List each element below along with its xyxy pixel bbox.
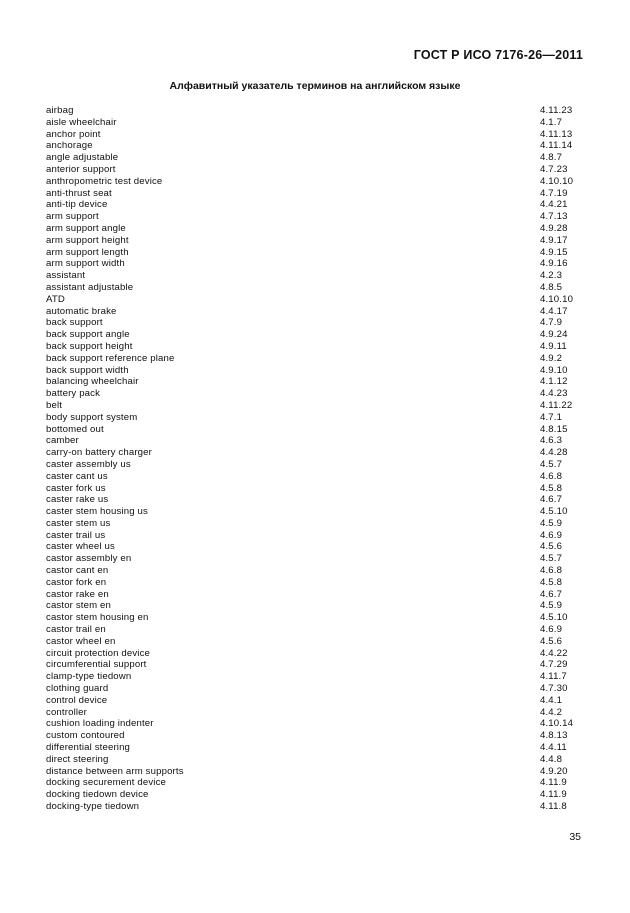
index-term: back support (46, 317, 103, 329)
index-entry (46, 129, 576, 141)
index-reference: 4.4.21 (540, 199, 568, 211)
index-entry (46, 117, 576, 129)
index-term: arm support height (46, 234, 129, 246)
index-entry (46, 412, 576, 424)
index-entry (46, 707, 576, 719)
index-entry (46, 789, 576, 801)
index-entry (46, 152, 576, 164)
index-term: control device (46, 694, 108, 706)
index-reference: 4.5.8 (540, 576, 563, 588)
index-term: docking securement device (46, 777, 167, 789)
index-reference: 4.11.9 (540, 789, 567, 801)
index-reference: 4.11.8 (540, 801, 567, 813)
index-entry (46, 742, 576, 754)
index-reference: 4.4.17 (540, 305, 568, 317)
index-reference: 4.6.3 (540, 435, 563, 447)
index-term: ATD (46, 293, 65, 305)
index-entry (46, 541, 576, 553)
index-term: docking-type tiedown (46, 801, 140, 813)
index-reference: 4.11.9 (540, 777, 567, 789)
index-term: arm support (46, 211, 99, 223)
index-reference: 4.5.9 (540, 600, 563, 612)
index-entry (46, 648, 576, 660)
index-entry (46, 600, 576, 612)
index-entry (46, 306, 576, 318)
index-reference: 4.4.1 (540, 694, 563, 706)
index-reference: 4.8.15 (540, 423, 568, 435)
index-entry (46, 494, 576, 506)
index-term: camber (46, 435, 79, 447)
index-entry (46, 671, 576, 683)
index-term: aisle wheelchair (46, 116, 117, 128)
index-entry (46, 164, 576, 176)
index-reference: 4.7.23 (540, 163, 568, 175)
index-term: castor stem housing en (46, 612, 149, 624)
index-term: castor fork en (46, 576, 107, 588)
index-term: clothing guard (46, 683, 109, 695)
index-reference: 4.9.17 (540, 234, 568, 246)
index-reference: 4.5.6 (540, 541, 563, 553)
index-entry (46, 294, 576, 306)
index-entry (46, 471, 576, 483)
index-reference: 4.8.13 (540, 730, 568, 742)
index-term: carry-on battery charger (46, 447, 152, 459)
index-reference: 4.2.3 (540, 270, 563, 282)
index-reference: 4.4.28 (540, 447, 568, 459)
index-term: arm support length (46, 246, 129, 258)
index-entry (46, 553, 576, 565)
index-term: custom contoured (46, 730, 125, 742)
index-reference: 4.9.28 (540, 222, 568, 234)
index-reference: 4.7.19 (540, 187, 568, 199)
index-reference: 4.6.9 (540, 624, 563, 636)
index-entry (46, 530, 576, 542)
index-term: arm support angle (46, 222, 126, 234)
index-entry (46, 140, 576, 152)
index-entry (46, 376, 576, 388)
index-entry (46, 282, 576, 294)
index-entry (46, 400, 576, 412)
index-term: castor assembly en (46, 553, 132, 565)
index-term: anchor point (46, 128, 101, 140)
index-entry (46, 695, 576, 707)
index-reference: 4.4.22 (540, 647, 568, 659)
index-title: Алфавитный указатель терминов на английском языке (169, 80, 461, 92)
index-entry (46, 247, 576, 259)
index-entry (46, 188, 576, 200)
index-reference: 4.6.9 (540, 529, 563, 541)
page-number: 35 (569, 831, 581, 843)
index-entry (46, 589, 576, 601)
index-term: balancing wheelchair (46, 376, 139, 388)
index-entry (46, 223, 576, 235)
index-term: anthropometric test device (46, 175, 163, 187)
index-reference: 4.1.7 (540, 116, 563, 128)
index-term: caster cant us (46, 470, 108, 482)
index-term: castor wheel en (46, 635, 116, 647)
index-term: caster trail us (46, 529, 106, 541)
index-reference: 4.11.22 (540, 399, 573, 411)
index-entry (46, 435, 576, 447)
index-entry (46, 565, 576, 577)
index-reference: 4.10.10 (540, 175, 574, 187)
index-entry (46, 258, 576, 270)
index-reference: 4.8.7 (540, 152, 563, 164)
index-term: bottomed out (46, 423, 104, 435)
index-entry (46, 365, 576, 377)
index-term: automatic brake (46, 305, 117, 317)
index-term: caster wheel us (46, 541, 115, 553)
index-reference: 4.11.23 (540, 105, 573, 116)
index-reference: 4.8.5 (540, 281, 563, 293)
index-term: anti-tip device (46, 199, 108, 211)
index-term: circumferential support (46, 659, 147, 671)
index-term: direct steering (46, 753, 109, 765)
index-term: docking tiedown device (46, 789, 149, 801)
index-entry (46, 801, 576, 813)
index-reference: 4.5.10 (540, 506, 568, 518)
index-entry (46, 518, 576, 530)
index-term: castor trail en (46, 624, 106, 636)
index-reference: 4.10.10 (540, 293, 574, 305)
index-reference: 4.5.8 (540, 482, 563, 494)
index-reference: 4.9.2 (540, 352, 563, 364)
index-term: airbag (46, 105, 74, 116)
index-term: back support reference plane (46, 352, 175, 364)
index-reference: 4.4.23 (540, 388, 568, 400)
index-term: anchorage (46, 140, 93, 152)
index-term: body support system (46, 411, 138, 423)
index-reference: 4.6.8 (540, 470, 563, 482)
index-reference: 4.9.16 (540, 258, 568, 270)
index-entry (46, 341, 576, 353)
index-entry (46, 777, 576, 789)
index-reference: 4.6.7 (540, 588, 563, 600)
index-reference: 4.9.24 (540, 329, 568, 341)
index-entry (46, 506, 576, 518)
index-term: distance between arm supports (46, 765, 184, 777)
index-entry (46, 766, 576, 778)
index-reference: 4.7.13 (540, 211, 568, 223)
index-reference: 4.9.11 (540, 340, 567, 352)
index-term: caster rake us (46, 494, 109, 506)
index-term: back support angle (46, 329, 130, 341)
index-entry (46, 105, 576, 117)
index-term: belt (46, 399, 63, 411)
index-entry (46, 317, 576, 329)
index-reference: 4.5.10 (540, 612, 568, 624)
index-reference: 4.9.20 (540, 765, 568, 777)
index-term: anterior support (46, 163, 116, 175)
index-term: assistant (46, 270, 86, 282)
index-entry (46, 459, 576, 471)
index-reference: 4.4.2 (540, 706, 563, 718)
index-reference: 4.9.15 (540, 246, 568, 258)
index-term: back support height (46, 340, 133, 352)
index-term: controller (46, 706, 87, 718)
index-term: caster stem housing us (46, 506, 148, 518)
index-list (46, 105, 576, 813)
index-entry (46, 659, 576, 671)
index-entry (46, 199, 576, 211)
index-entry (46, 624, 576, 636)
index-reference: 4.4.8 (540, 753, 563, 765)
index-term: angle adjustable (46, 152, 119, 164)
index-entry (46, 270, 576, 282)
index-reference: 4.5.6 (540, 635, 563, 647)
index-entry (46, 235, 576, 247)
index-term: circuit protection device (46, 647, 150, 659)
index-entry (46, 211, 576, 223)
index-entry (46, 636, 576, 648)
index-term: back support width (46, 364, 129, 376)
index-entry (46, 483, 576, 495)
index-reference: 4.11.13 (540, 128, 573, 140)
index-reference: 4.11.7 (540, 671, 567, 683)
index-term: differential steering (46, 742, 131, 754)
index-entry (46, 176, 576, 188)
index-entry (46, 424, 576, 436)
index-term: caster assembly us (46, 458, 131, 470)
index-reference: 4.5.9 (540, 517, 563, 529)
index-reference: 4.6.8 (540, 565, 563, 577)
index-reference: 4.7.1 (540, 411, 563, 423)
index-reference: 4.7.9 (540, 317, 563, 329)
index-entry (46, 447, 576, 459)
document-code: ГОСТ Р ИСО 7176-26—2011 (413, 48, 583, 62)
index-reference: 4.10.14 (540, 718, 574, 730)
index-entry (46, 718, 576, 730)
index-entry (46, 730, 576, 742)
index-term: castor stem en (46, 600, 112, 612)
index-term: clamp-type tiedown (46, 671, 132, 683)
index-reference: 4.11.14 (540, 140, 573, 152)
index-reference: 4.5.7 (540, 458, 563, 470)
index-reference: 4.5.7 (540, 553, 563, 565)
index-entry (46, 353, 576, 365)
index-entry (46, 329, 576, 341)
index-term: cushion loading indenter (46, 718, 154, 730)
index-term: castor rake en (46, 588, 109, 600)
index-reference: 4.7.30 (540, 683, 568, 695)
index-term: battery pack (46, 388, 101, 400)
index-entry (46, 754, 576, 766)
index-term: caster stem us (46, 517, 111, 529)
index-reference: 4.9.10 (540, 364, 568, 376)
index-entry (46, 388, 576, 400)
index-term: caster fork us (46, 482, 106, 494)
index-term: anti-thrust seat (46, 187, 112, 199)
index-term: assistant adjustable (46, 281, 134, 293)
index-term: arm support width (46, 258, 125, 270)
index-reference: 4.1.12 (540, 376, 568, 388)
index-entry (46, 612, 576, 624)
index-entry (46, 577, 576, 589)
index-entry (46, 683, 576, 695)
index-reference: 4.7.29 (540, 659, 568, 671)
index-reference: 4.4.11 (540, 742, 567, 754)
index-term: castor cant en (46, 565, 109, 577)
index-reference: 4.6.7 (540, 494, 563, 506)
